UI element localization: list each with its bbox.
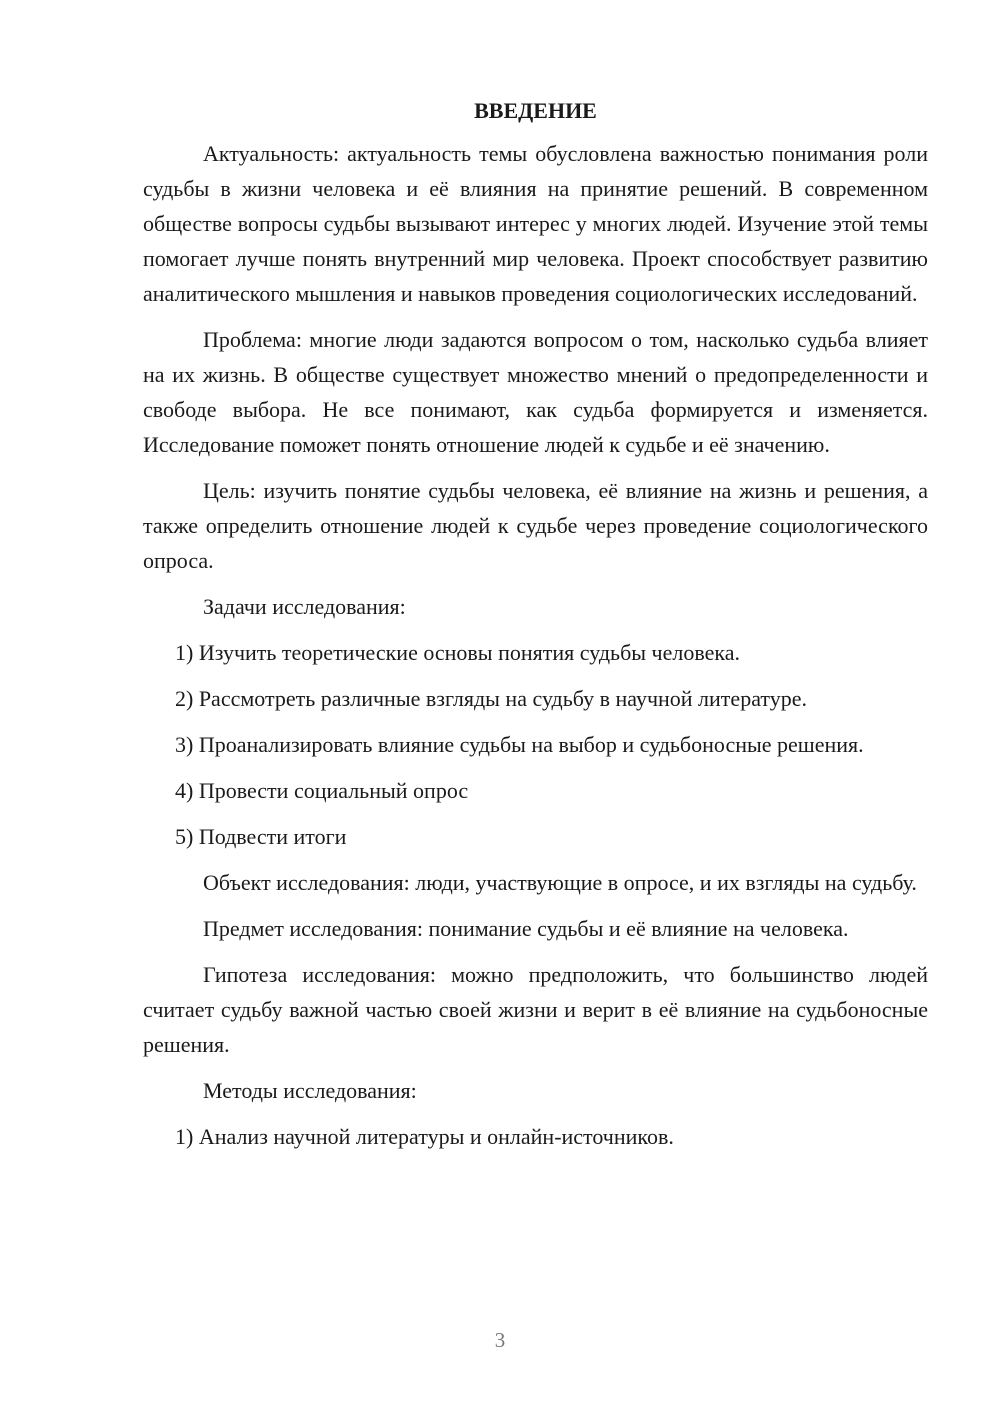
goal-paragraph: Цель: изучить понятие судьбы человека, её влияние на жизнь и решения, а также определить отношение людей к судьбе через проведение социологического опроса.	[143, 478, 928, 573]
object-paragraph: Объект исследования: люди, участвующие в опросе, и их взгляды на судьбу.	[203, 870, 917, 895]
tasks-heading: Задачи исследования:	[203, 594, 406, 619]
task-item-3: 3) Проанализировать влияние судьбы на выбор и судьбоносные решения.	[175, 732, 864, 757]
task-item-5: 5) Подвести итоги	[175, 824, 347, 849]
subject-paragraph: Предмет исследования: понимание судьбы и её влияние на человека.	[203, 916, 849, 941]
task-item-4: 4) Провести социальный опрос	[175, 778, 469, 803]
page-content	[143, 94, 928, 1154]
task-item-2: 2) Рассмотреть различные взгляды на судьбу в научной литературе.	[175, 686, 807, 711]
methods-heading: Методы исследования:	[203, 1078, 417, 1103]
section-title: ВВЕДЕНИЕ	[474, 98, 597, 123]
hypothesis-paragraph: Гипотеза исследования: можно предположить, что большинство людей считает судьбу важной частью своей жизни и верит в её влияние на судьбоносные решения.	[143, 962, 928, 1057]
relevance-paragraph: Актуальность: актуальность темы обусловлена важностью понимания роли судьбы в жизни человека и её влияния на принятие решений. В современном обществе вопросы судьбы вызывают интерес у многих людей. Изучение этой темы помогает лучше понять внутренний мир человека. Проект способствует развитию аналитического мышления и навыков проведения социологических исследований.	[143, 141, 928, 306]
problem-paragraph: Проблема: многие люди задаются вопросом о том, насколько судьба влияет на их жизнь. В обществе существует множество мнений о предопределенности и свободе выбора. Не все понимают, как судьба формируется и изменяется. Исследование поможет понять отношение людей к судьбе и её значению.	[143, 327, 928, 457]
method-item-1: 1) Анализ научной литературы и онлайн-источников.	[175, 1124, 674, 1149]
page-number: 3	[494, 1328, 506, 1352]
task-item-1: 1) Изучить теоретические основы понятия судьбы человека.	[175, 640, 740, 665]
